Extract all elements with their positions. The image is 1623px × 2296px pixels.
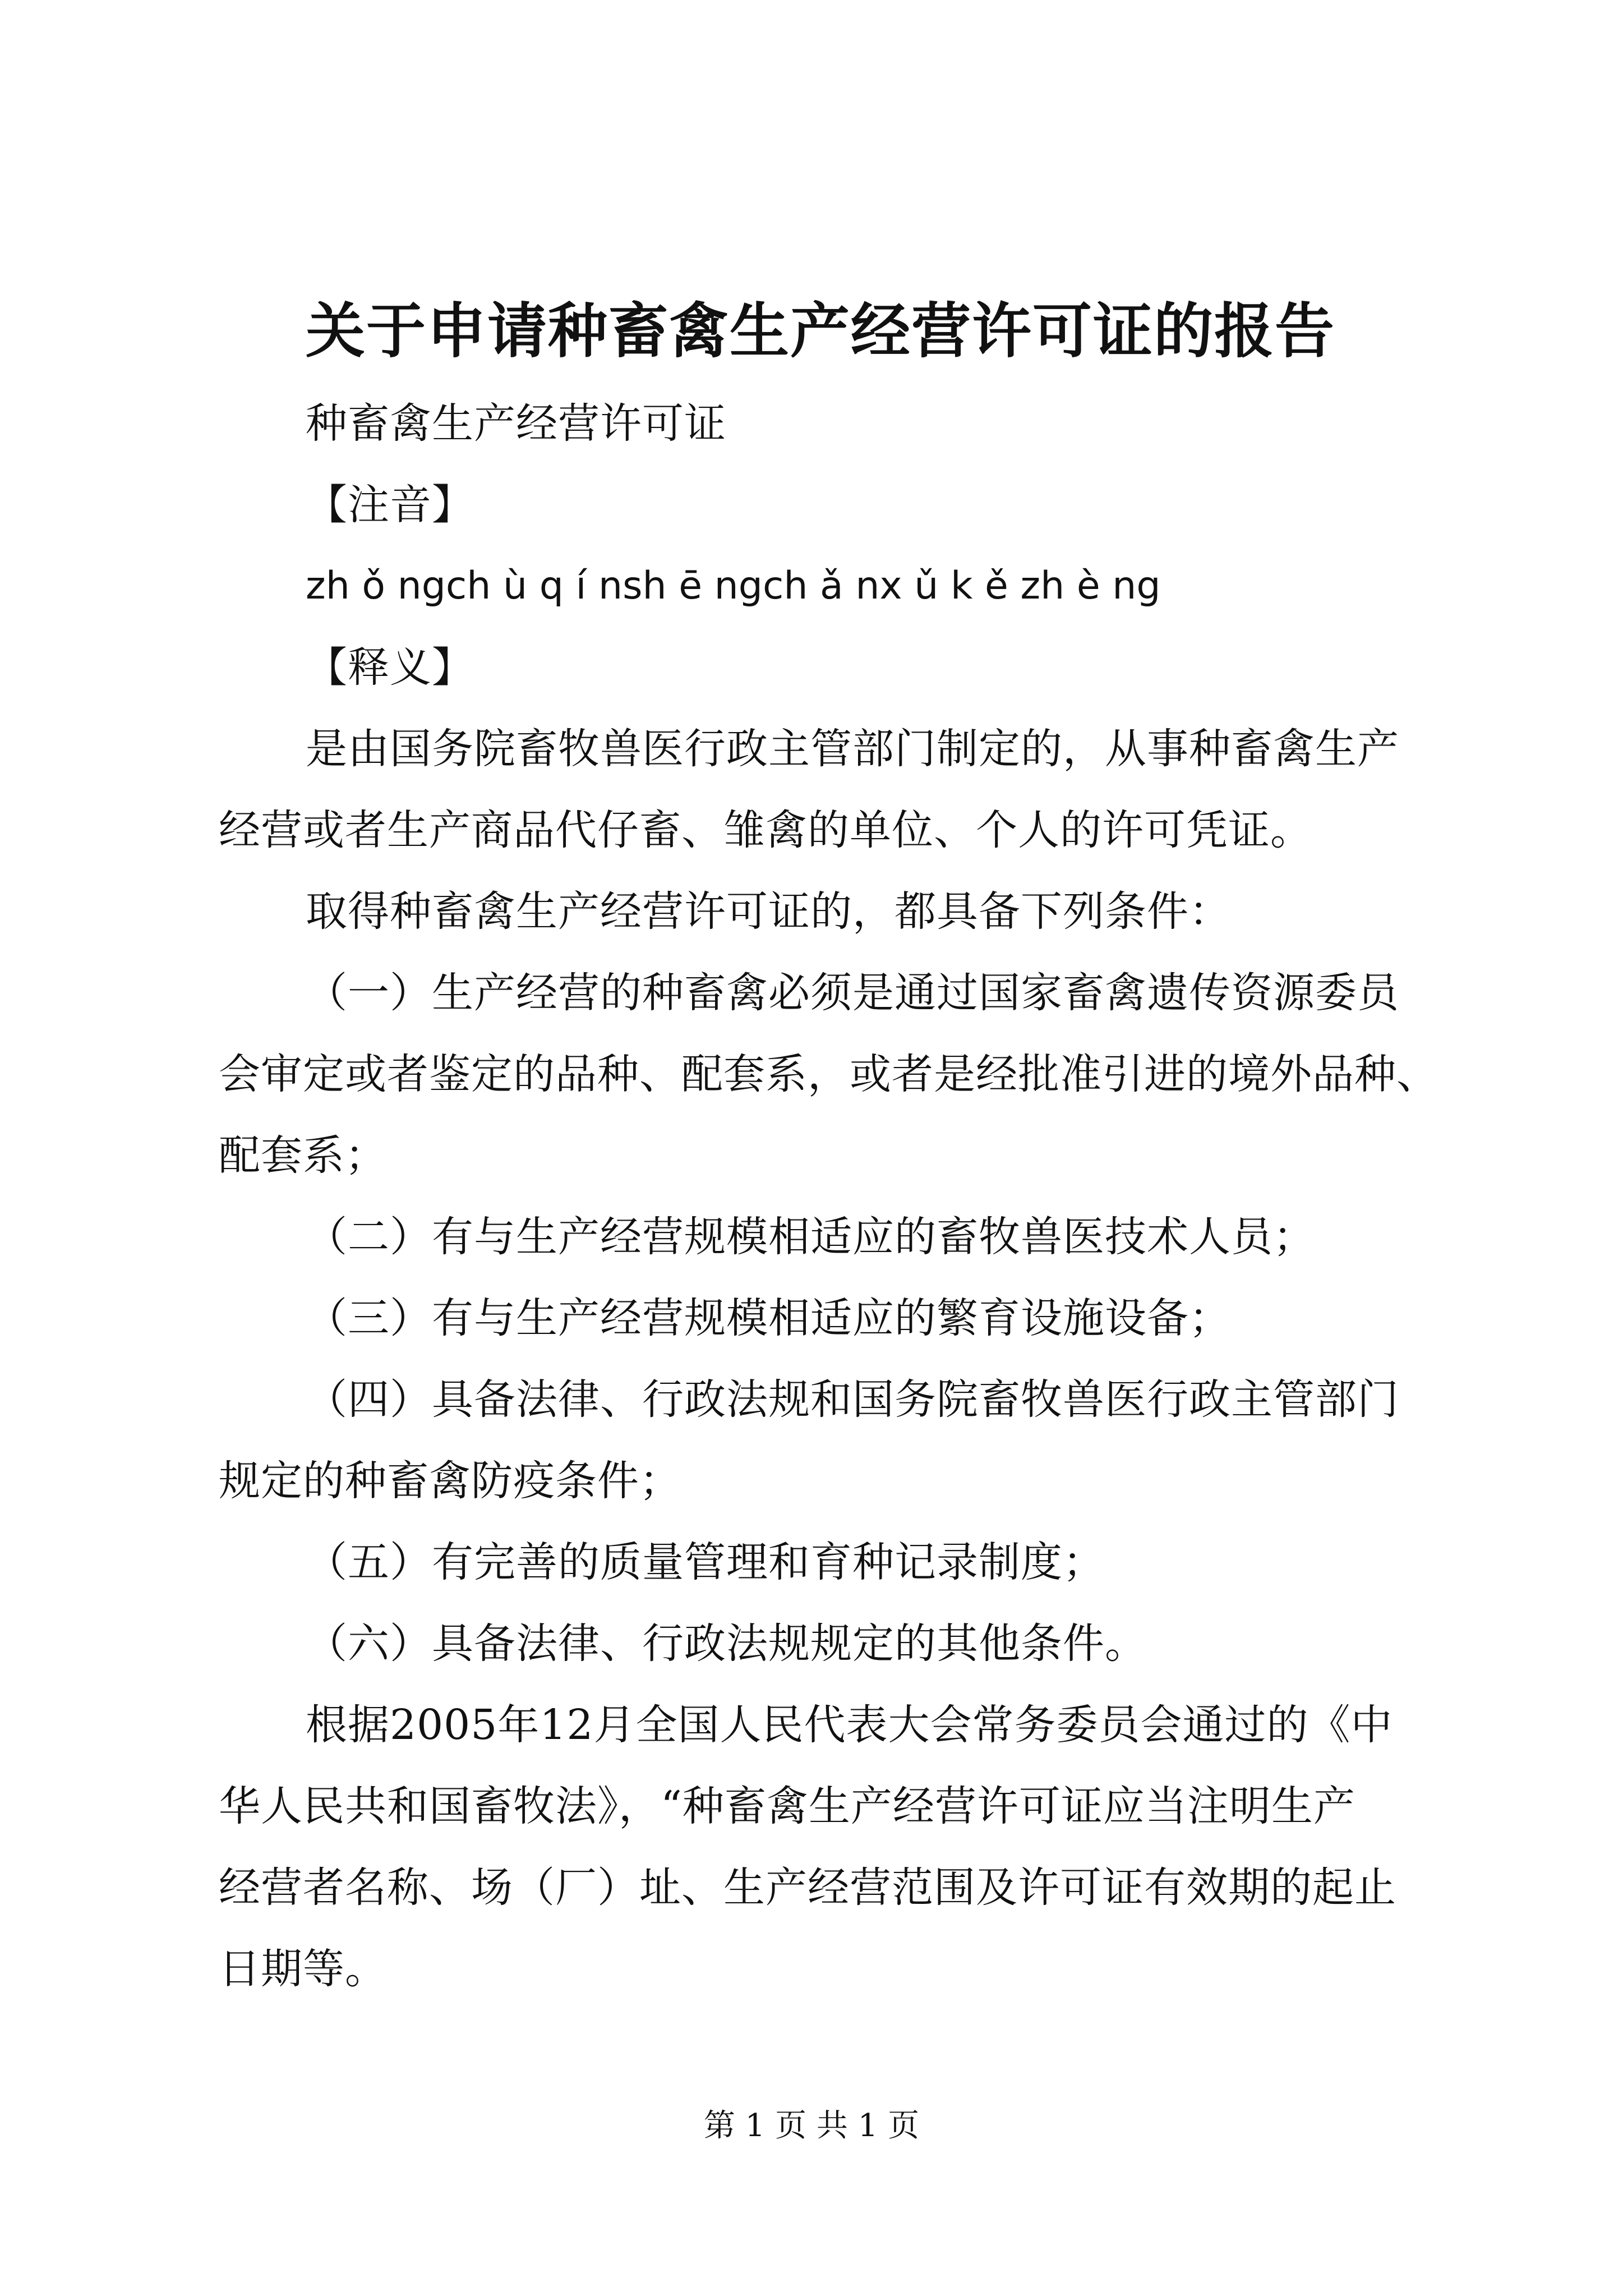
paragraph-line: 日期等。 <box>219 1945 387 1993</box>
paragraph-line: （一）生产经营的种畜禽必须是通过国家畜禽遗传资源委员 <box>306 969 1399 1017</box>
pinyin-text: zh ǒ ngch ù q í nsh ē ngch ǎ nx ǔ k ě zh è ng <box>306 564 1161 608</box>
paragraph-line: 配套系； <box>219 1131 387 1180</box>
meaning-heading: 【释义】 <box>306 643 474 692</box>
paragraph-line: 规定的种畜禽防疫条件； <box>219 1457 681 1505</box>
paragraph-line: 是由国务院畜牧兽医行政主管部门制定的，从事种畜禽生产 <box>306 725 1399 773</box>
paragraph-line: 会审定或者鉴定的品种、配套系，或者是经批准引进的境外品种、 <box>219 1050 1438 1098</box>
pinyin-heading: 【注音】 <box>306 481 474 529</box>
paragraph-line: 根据2005年12月全国人民代表大会常务委员会通过的《中 <box>306 1701 1393 1749</box>
paragraph-line: 华人民共和国畜牧法》，“种畜禽生产经营许可证应当注明生产 <box>219 1782 1355 1830</box>
subtitle: 种畜禽生产经营许可证 <box>306 399 726 448</box>
paragraph-line: （四）具备法律、行政法规和国务院畜牧兽医行政主管部门 <box>306 1375 1399 1424</box>
paragraph-line: 经营者名称、场（厂）址、生产经营范围及许可证有效期的起止 <box>219 1864 1396 1912</box>
document-title: 关于申请种畜禽生产经营许可证的报告 <box>306 296 1335 366</box>
paragraph-line: 取得种畜禽生产经营许可证的，都具备下列条件： <box>306 887 1231 936</box>
page-footer: 第 1 页 共 1 页 <box>703 2108 920 2144</box>
paragraph-line: （六）具备法律、行政法规规定的其他条件。 <box>306 1619 1147 1668</box>
paragraph-line: （二）有与生产经营规模相适应的畜牧兽医技术人员； <box>306 1213 1315 1261</box>
paragraph-line: （三）有与生产经营规模相适应的繁育设施设备； <box>306 1294 1231 1342</box>
paragraph-line: 经营或者生产商品代仔畜、雏禽的单位、个人的许可凭证。 <box>219 806 1312 854</box>
paragraph-line: （五）有完善的质量管理和育种记录制度； <box>306 1538 1105 1586</box>
